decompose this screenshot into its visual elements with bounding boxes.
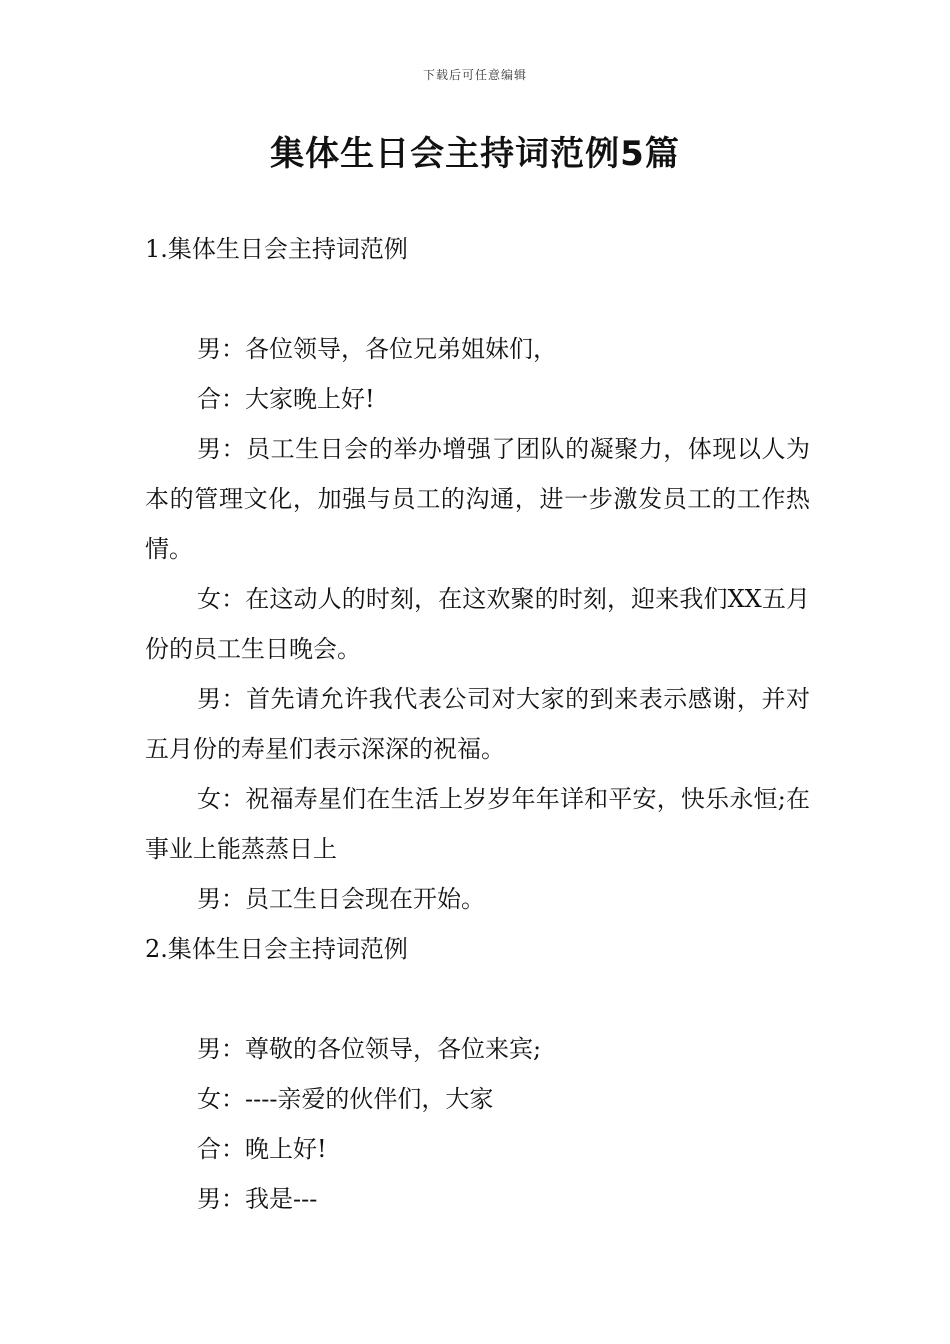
paragraph: 女：在这动人的时刻，在这欢聚的时刻，迎来我们XX五月份的员工生日晚会。 <box>145 585 810 663</box>
blank-line <box>145 974 810 1024</box>
paragraph: 女：----亲爱的伙伴们，大家 <box>197 1085 494 1113</box>
paragraph: 合：大家晚上好! <box>197 385 375 413</box>
section-heading-2: 2.集体生日会主持词范例 <box>145 935 408 963</box>
paragraph: 男：各位领导，各位兄弟姐妹们， <box>197 335 557 363</box>
paragraph: 男：首先请允许我代表公司对大家的到来表示感谢，并对五月份的寿星们表示深深的祝福。 <box>145 685 810 763</box>
document-body <box>145 224 810 1224</box>
document-title: 集体生日会主持词范例5篇 <box>270 134 680 174</box>
header-note: 下载后可任意编辑 <box>422 68 527 82</box>
paragraph: 男：员工生日会的举办增强了团队的凝聚力，体现以人为本的管理文化，加强与员工的沟通，进一步激发员工的工作热情。 <box>145 435 810 563</box>
section-heading-1: 1.集体生日会主持词范例 <box>145 235 408 263</box>
paragraph: 男：我是--- <box>197 1185 318 1213</box>
paragraph: 合：晚上好! <box>197 1135 327 1163</box>
paragraph: 男：尊敬的各位领导，各位来宾; <box>197 1035 542 1063</box>
paragraph: 男：员工生日会现在开始。 <box>197 885 485 913</box>
paragraph: 女：祝福寿星们在生活上岁岁年年详和平安，快乐永恒;在事业上能蒸蒸日上 <box>145 785 810 863</box>
blank-line <box>145 274 810 324</box>
